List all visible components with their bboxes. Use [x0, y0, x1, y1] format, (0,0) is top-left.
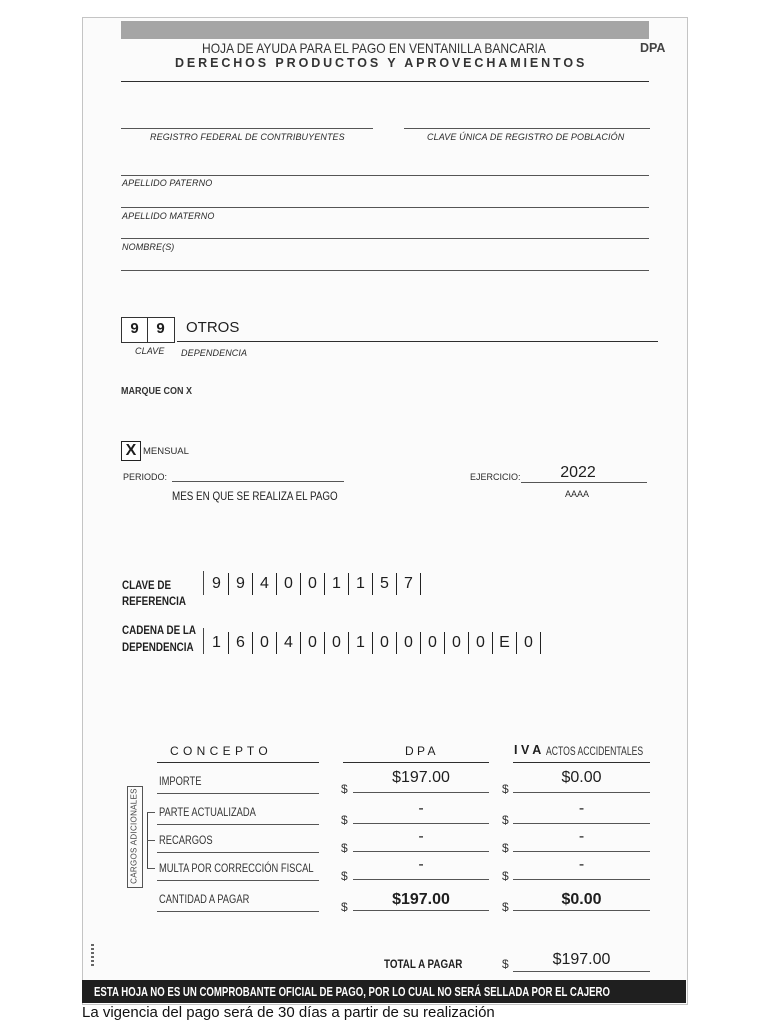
reference-digit: 1 [356, 634, 365, 651]
reference-digit: 0 [308, 634, 317, 651]
iva-field[interactable] [513, 792, 650, 793]
concepto-rule [157, 762, 319, 763]
iva-currency: $ [502, 813, 509, 827]
margin-mark [91, 944, 94, 966]
bracket-tick [147, 812, 155, 813]
dependency-name: OTROS [186, 319, 240, 336]
iva-currency: $ [502, 869, 509, 883]
rfc-label: REGISTRO FEDERAL DE CONTRIBUYENTES [150, 132, 345, 142]
iva-amount: - [578, 856, 585, 873]
curp-label: CLAVE ÚNICA DE REGISTRO DE POBLACIÓN [427, 132, 625, 142]
reference-digit: 0 [428, 634, 437, 651]
maternal-field[interactable] [121, 238, 649, 239]
reference-digit: 0 [308, 575, 317, 592]
cadena-bracket [203, 628, 204, 654]
mensual-checkbox[interactable] [121, 441, 141, 461]
curp-field[interactable] [404, 128, 650, 129]
form-title: HOJA DE AYUDA PARA EL PAGO EN VENTANILLA BANCARIA [202, 40, 546, 56]
reference-digit: 0 [260, 634, 269, 651]
reference-digit: 0 [380, 634, 389, 651]
validity-note: La vigencia del pago será de 30 días a partir de su realización [82, 1004, 495, 1021]
iva-field[interactable] [513, 879, 650, 880]
dependency-field[interactable] [177, 341, 658, 342]
dpa-amount: $197.00 [392, 769, 450, 786]
dpa-currency: $ [341, 782, 348, 796]
paternal-field[interactable] [121, 207, 649, 208]
concept-label: PARTE ACTUALIZADA [159, 805, 256, 819]
clave-ref-label-2: REFERENCIA [122, 594, 186, 608]
reference-digit: 9 [236, 575, 245, 592]
iva-field[interactable] [513, 823, 650, 824]
paternal-label: APELLIDO PATERNO [122, 178, 213, 188]
reference-digit: 1 [332, 575, 341, 592]
reference-digit: E [499, 634, 510, 651]
reference-digit: 0 [524, 634, 533, 651]
total-currency: $ [502, 957, 509, 971]
dpa-currency: $ [341, 813, 348, 827]
concept-rule [157, 880, 319, 881]
reference-digit: 0 [284, 575, 293, 592]
mensual-label: MENSUAL [143, 446, 189, 457]
rfc-field[interactable] [121, 128, 373, 129]
iva-currency: $ [502, 900, 509, 914]
dpa-header: D P A [405, 744, 436, 758]
ejercicio-value: 2022 [560, 464, 596, 481]
dpa-field[interactable] [353, 851, 489, 852]
cargos-adicionales-label: CARGOS ADICIONALES [129, 788, 139, 884]
iva-amount: - [578, 828, 585, 845]
dpa-amount: - [418, 828, 424, 845]
concept-rule [157, 911, 319, 912]
divider [121, 175, 649, 176]
clave-digit: 9 [156, 320, 165, 337]
dpa-amount: - [418, 800, 424, 817]
iva-amount: $0.00 [561, 769, 602, 786]
iva-currency: $ [502, 782, 509, 796]
reference-digit: 1 [356, 575, 365, 592]
clave-digit: 9 [130, 320, 139, 337]
dpa-field[interactable] [353, 823, 489, 824]
marque-label: MARQUE CON X [121, 386, 193, 397]
iva-amount: $0.00 [561, 891, 602, 908]
reference-digit: 0 [332, 634, 341, 651]
disclaimer-text: ESTA HOJA NO ES UN COMPROBANTE OFICIAL DE PAGO, POR LO CUAL NO SERÁ SELLADA POR EL CAJERO [94, 984, 610, 999]
dpa-currency: $ [341, 900, 348, 914]
disclaimer-bar [82, 980, 686, 1003]
names-label: NOMBRE(S) [122, 242, 175, 252]
iva-field[interactable] [513, 910, 650, 911]
dependencia-label: DEPENDENCIA [181, 348, 248, 358]
dependency-clave-box[interactable] [121, 317, 175, 343]
clave-ref-label-1: CLAVE DE [122, 578, 172, 592]
bracket-tick [147, 840, 155, 841]
reference-digit: 6 [236, 634, 245, 651]
dpa-field[interactable] [353, 910, 489, 911]
maternal-label: APELLIDO MATERNO [122, 211, 215, 221]
total-value: $197.00 [552, 951, 611, 968]
iva-field[interactable] [513, 851, 650, 852]
periodo-hint: MES EN QUE SE REALIZA EL PAGO [172, 489, 338, 503]
dpa-field[interactable] [353, 879, 489, 880]
reference-digit: 0 [404, 634, 413, 651]
iva-rule [513, 762, 650, 763]
header-bar [121, 21, 649, 39]
iva-header: I V A [514, 743, 542, 757]
cadena-label-1: CADENA DE LA [122, 623, 196, 637]
dpa-rule [343, 762, 489, 763]
periodo-field[interactable] [172, 481, 344, 482]
concept-label: IMPORTE [159, 774, 202, 788]
concept-label: RECARGOS [159, 833, 213, 847]
concept-rule [157, 793, 319, 794]
concept-rule [157, 852, 319, 853]
digit-separator [540, 632, 541, 654]
concepto-header: C O N C E P T O [170, 744, 269, 758]
reference-digit: 4 [260, 575, 269, 592]
iva-amount: - [578, 800, 585, 817]
clave-ref-bracket [203, 571, 204, 595]
bracket-tick [147, 868, 155, 869]
total-field[interactable] [513, 971, 650, 972]
total-label: TOTAL A PAGAR [384, 957, 463, 971]
ejercicio-hint: AAAA [565, 489, 590, 499]
dpa-amount: $197.00 [392, 891, 450, 908]
names-field[interactable] [121, 270, 649, 271]
reference-digit: 0 [476, 634, 485, 651]
reference-digit: 4 [284, 634, 293, 651]
ejercicio-label: EJERCICIO: [470, 472, 521, 482]
digit-separator [420, 573, 421, 595]
reference-digit: 0 [452, 634, 461, 651]
ejercicio-field[interactable] [521, 482, 647, 483]
iva-currency: $ [502, 841, 509, 855]
form-code: DPA [640, 41, 666, 55]
check-mark: X [125, 442, 137, 459]
reference-digit: 7 [404, 575, 413, 592]
dpa-currency: $ [341, 841, 348, 855]
concept-rule [157, 824, 319, 825]
form-subtitle: DERECHOS PRODUCTOS Y APROVECHAMIENTOS [175, 56, 588, 70]
reference-digit: 1 [212, 634, 221, 651]
iva-subheader: ACTOS ACCIDENTALES [546, 744, 644, 758]
concept-label: CANTIDAD A PAGAR [159, 892, 250, 906]
dpa-field[interactable] [353, 792, 489, 793]
cadena-label-2: DEPENDENCIA [122, 640, 194, 654]
clave-reference-digits[interactable] [205, 572, 421, 596]
header-rule [121, 81, 649, 82]
dpa-amount: - [418, 856, 424, 873]
dpa-currency: $ [341, 869, 348, 883]
cadena-dependencia-digits[interactable] [205, 631, 541, 655]
reference-digit: 5 [380, 575, 389, 592]
periodo-label: PERIODO: [123, 472, 168, 482]
concept-label: MULTA POR CORRECCIÓN FISCAL [159, 861, 314, 875]
reference-digit: 9 [212, 575, 221, 592]
clave-label: CLAVE [135, 346, 165, 356]
